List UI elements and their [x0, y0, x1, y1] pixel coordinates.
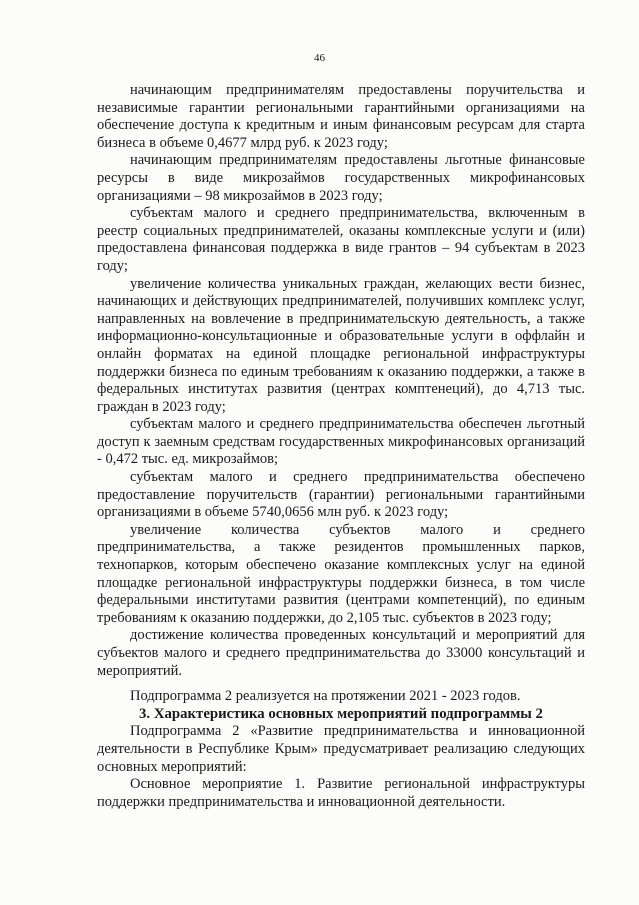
- paragraph: субъектам малого и среднего предпринимательства обеспечен льготный доступ к заемным средствам государственных микрофинансовых организаций - 0,472 тыс. ед. микрозаймов;: [97, 416, 585, 468]
- section-paragraph: Подпрограмма 2 «Развитие предпринимательства и инновационной деятельности в Республике Крым» предусматривает реализацию следующих основных мероприятий:: [97, 723, 585, 775]
- paragraph: начинающим предпринимателям предоставлены льготные финансовые ресурсы в виде микрозаймов государственных микрофинансовых организациями – 98 микрозаймов в 2023 году;: [97, 152, 585, 204]
- paragraph: Подпрограмма 2 реализуется на протяжении 2021 - 2023 годов.: [130, 688, 521, 705]
- paragraph: начинающим предпринимателям предоставлены поручительства и независимые гарантии региональными гарантийными организациями на обеспечение доступа к кредитным и иным финансовым ресурсам для старта бизнеса в объеме 0,4677 млрд руб. к 2023 году;: [97, 82, 585, 151]
- section-heading: 3. Характеристика основных мероприятий подпрограммы 2: [139, 705, 543, 722]
- section-paragraph: Основное мероприятие 1. Развитие региональной инфраструктуры поддержки предпринимательства и инновационной деятельности.: [97, 776, 585, 810]
- paragraph: субъектам малого и среднего предпринимательства, включенным в реестр социальных предпринимателей, оказаны комплексные услуги и (или) предоставлена финансовая поддержка в виде грантов – 94 субъектам в 2023 году;: [97, 205, 585, 274]
- paragraph: субъектам малого и среднего предпринимательства обеспечено предоставление поручительств (гарантии) региональными гарантийными организациями в объеме 5740,0656 млн руб. к 2023 году;: [97, 469, 585, 521]
- paragraph: увеличение количества субъектов малого и среднего предпринимательства, а также резидентов промышленных парков, технопарков, которым обеспечено оказание комплексных услуг на единой площадке региональной инфраструктуры поддержки бизнеса, в том числе федеральными институтами развития (центрами компетенций), по единым требованиям к оказанию поддержки, до 2,105 тыс. субъектов в 2023 году;: [97, 521, 585, 626]
- document-body: [97, 82, 585, 811]
- paragraph: увеличение количества уникальных граждан, желающих вести бизнес, начинающих и действующих предпринимателей, получивших комплекс услуг, направленных на вовлечение в предпринимательскую деятельность, а также информационно-консультационные и образовательные услуги в оффлайн и онлайн форматах на единой площадке региональной инфраструктуры поддержки бизнеса по единым требованиям к оказанию поддержки, а также в федеральных институтах развития (центрах комптенеций), до 4,713 тыс. граждан в 2023 году;: [97, 275, 585, 415]
- page-number: 46: [314, 52, 325, 64]
- paragraph: достижение количества проведенных консультаций и мероприятий для субъектов малого и среднего предпринимательства до 33000 консультаций и мероприятий.: [97, 627, 585, 679]
